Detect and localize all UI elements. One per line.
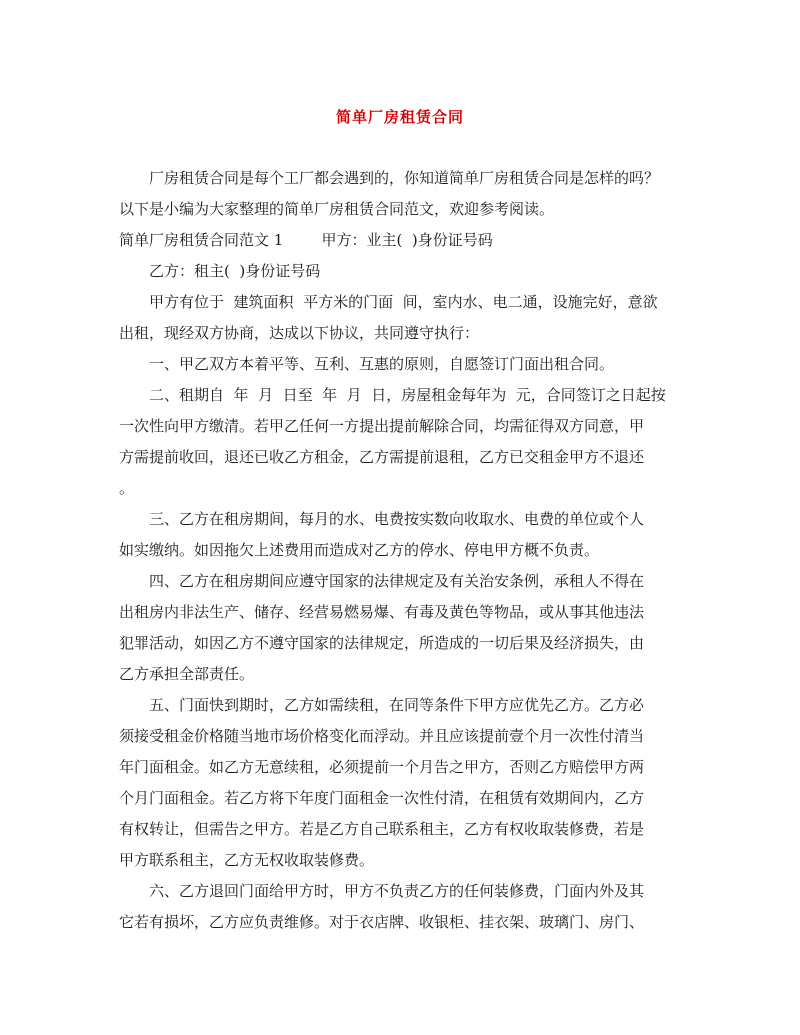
paragraph-line: 一次性向甲方缴清。若甲乙任何一方提出提前解除合同，均需征得双方同意，甲: [119, 417, 645, 435]
paragraph-line: 年门面租金。如乙方无意续租，必须提前一个月告之甲方，否则乙方赔偿甲方两: [119, 758, 645, 776]
paragraph-line: 一、甲乙双方本着平等、互利、互惠的原则，自愿签订门面出租合同。: [149, 355, 615, 373]
paragraph-line: 四、乙方在租房期间应遵守国家的法律规定及有关治安条例，承租人不得在: [149, 572, 645, 590]
paragraph-line: 它若有损坏，乙方应负责维修。对于衣店牌、收银柜、挂衣架、玻璃门、房门、: [119, 913, 645, 931]
paragraph-line: 出租，现经双方协商，达成以下协议，共同遵守执行：: [119, 324, 480, 342]
paragraph-line: 乙方承担全部责任。: [119, 665, 255, 683]
paragraph-line: 简单厂房租赁合同范文 1 甲方：业主( )身份证号码: [119, 231, 493, 249]
document-title: 简单厂房租赁合同: [335, 108, 464, 126]
paragraph-line: 。: [119, 479, 135, 497]
paragraph-line: 犯罪活动，如因乙方不遵守国家的法律规定，所造成的一切后果及经济损失，由: [119, 634, 645, 652]
paragraph-line: 有权转让，但需告之甲方。若是乙方自己联系租主，乙方有权收取装修费，若是: [119, 820, 645, 838]
paragraph-line: 厂房租赁合同是每个工厂都会遇到的，你知道简单厂房租赁合同是怎样的吗？: [149, 169, 660, 187]
paragraph-line: 如实缴纳。如因拖欠上述费用而造成对乙方的停水、停电甲方概不负责。: [119, 541, 600, 559]
paragraph-line: 以下是小编为大家整理的简单厂房租赁合同范文，欢迎参考阅读。: [119, 200, 555, 218]
paragraph-line: 三、乙方在租房期间，每月的水、电费按实数向收取水、电费的单位或个人: [149, 510, 645, 528]
paragraph-line: 甲方有位于 建筑面积 平方米的门面 间，室内水、电二通，设施完好，意欲: [149, 293, 658, 311]
paragraph-line: 出租房内非法生产、储存、经营易燃易爆、有毒及黄色等物品，或从事其他违法: [119, 603, 645, 621]
paragraph-line: 二、租期自 年 月 日至 年 月 日，房屋租金每年为 元，合同签订之日起按: [149, 386, 666, 404]
paragraph-line: 个月门面租金。若乙方将下年度门面租金一次性付清，在租赁有效期间内，乙方: [119, 789, 645, 807]
paragraph-line: 甲方联系租主，乙方无权收取装修费。: [119, 851, 375, 869]
paragraph-line: 须接受租金价格随当地市场价格变化而浮动。并且应该提前壹个月一次性付清当: [119, 727, 645, 745]
paragraph-line: 六、乙方退回门面给甲方时，甲方不负责乙方的任何装修费，门面内外及其: [149, 882, 645, 900]
paragraph-line: 五、门面快到期时，乙方如需续租，在同等条件下甲方应优先乙方。乙方必: [149, 696, 645, 714]
paragraph-line: 方需提前收回，退还已收乙方租金，乙方需提前退租，乙方已交租金甲方不退还: [119, 448, 645, 466]
paragraph-line: 乙方：租主( )身份证号码: [149, 262, 321, 280]
